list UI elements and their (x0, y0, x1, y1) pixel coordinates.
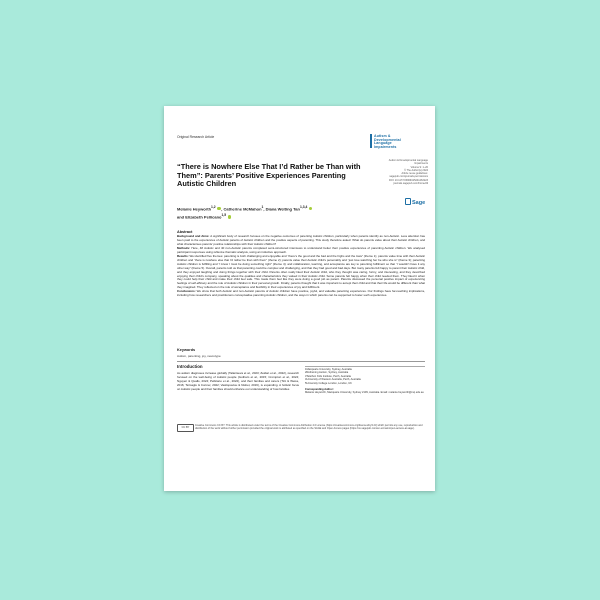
sage-icon (405, 198, 411, 205)
abstract-text: We identified five themes: parenting is both challenging and enjoyable and “there’s the good and the bad and the highs and the lows” (theme 1); parents value time with their Autistic children and “there is nowhere else that I’d rather be than with them” (theme 2); parents value their Autistic child’s personality and “just love watching her be who she is” (theme 3); parenting Autistic children is fulfilling and “I know I must be doing something right” (theme 4); and collaboration, learning, and acceptance are key to parenting fulfilment so that “I wouldn’t have it any other way” (theme 5). Overall, parents told us that parenting could be complex and challenging, and that they had good and bad days. But many parents felt happy to parent their Autistic child, and they enjoyed laughing and doing things together with their child. Parents often really liked their Autistic child, who they thought was caring, funny, and interesting, and they described enjoying their child’s company, speaking about the qualities and characteristics they valued in their Autistic child. Some parents felt happy when their child needed them. They liked it when they could help their child and make their child feel safe. This made them feel like they were doing a good job as parent. Parents discussed the personal positive impact of experiencing feelings of self-efficacy and the role of Autistic children in their personal growth. Finally, parents thought that it was important to accept their child and that their life would be different than what they imagined. They reflected on the role of acceptance and flexibility in their experiences of joy and fulfilment. (177, 253, 425, 290)
publisher-logo (405, 198, 425, 206)
journal-meta-line[interactable]: Article reuse guidelines: (401, 172, 428, 176)
abstract-text: A significant body of research focuses on the negative outcomes of parenting Autistic children, particularly when parents identify as non-Autistic. Less attention has been paid to the experiences of Autistic parents of Autistic children and the positive aspects of parenting. This study therefore asked: What do parents value about their Autistic children, and what characterises parents’ positive relationships with their Autistic children? (177, 234, 426, 246)
journal-logo-line: Developmental (374, 137, 401, 142)
affiliations-block (305, 366, 425, 395)
article-page (164, 106, 435, 491)
journal-meta (378, 159, 428, 185)
author-affiliation-ref: 1 (261, 205, 264, 209)
journal-logo-line: Impairments (374, 144, 397, 149)
affiliation-line: 4University of Western Australia, Perth, Australia (305, 378, 361, 382)
affiliation-line: 1Macquarie University, Sydney, Australia (305, 366, 425, 371)
introduction-text: As autism diagnoses increase globally (Talantseva et al., 2023; Zeidan et al., 2022), research focused on the well-being of Autistic people (Gotham et al., 2015; Crompton et al., 2024; Nguyen & Qualls, 2024; Pellicano et al., 2022), and their families and carers (Tint & Weiss, 2016; Tsimaglu & Conner, 2022; Vasilopoulou & Nisbet, 2016), is expanding. A holistic focus on Autistic people and their families should enhance our understanding of how families (177, 371, 299, 392)
orcid-icon[interactable] (309, 207, 313, 211)
abstract-conclusions (177, 290, 425, 298)
author-affiliation-ref: 1,5 (221, 213, 227, 218)
article-title: “There is Nowhere Else That I’d Rather be Than with Them”: Parents’ Positive Experiences Parenting Autistic Children (177, 162, 361, 189)
abstract-label: Results: (177, 253, 189, 258)
author-name: Catherine McMahon (223, 206, 262, 212)
abstract-label: Methods: (177, 245, 191, 250)
affiliation-line: 3Telethon Kids Institute, Perth, Australia (305, 374, 351, 378)
journal-meta-line: Volume 9: 1–20 (410, 165, 428, 169)
journal-logo-line: Language (374, 141, 392, 146)
journal-meta-line: Impairments (414, 162, 428, 166)
section-divider (177, 361, 425, 362)
cc-by-badge-icon[interactable]: CC BY (177, 424, 194, 432)
author-name: Elizabeth Pellicano (185, 214, 222, 220)
journal-meta-line[interactable]: sagepub.com/journals-permissions (389, 175, 428, 179)
publisher-name: Sage (412, 200, 426, 206)
corresponding-author-heading: Corresponding Author: (305, 388, 334, 392)
orcid-icon[interactable] (228, 215, 232, 219)
journal-meta-line: © The Author(s) 2024 (404, 168, 428, 172)
abstract-heading: Abstract (177, 230, 193, 234)
abstract-text: We show that both Autistic and non-Autistic parents of Autistic children have positive, joyful, and valuable parenting experiences. Our findings have far-reaching implications, including how researchers and practitioners conceptualise parenting Autistic children, and the ways in which parents can be supported to foster such experiences. (177, 289, 425, 298)
article-type: Original Research Article (177, 135, 215, 139)
author-name: Melanie Heyworth (177, 206, 212, 212)
author-affiliation-ref: 1,3,4 (299, 205, 308, 209)
author-name: Diana Weiting Tan (265, 206, 300, 212)
abstract-text: Here, 48 Autistic and 40 non-Autistic parents completed semi-structured interviews to understand better their positive experiences of parenting Autistic children. We analysed participant responses using reflexive thematic analysis, using an inductive approach. (177, 245, 425, 254)
keywords-text: Autism, parenting, joy, neurotype (177, 354, 221, 358)
author-list: Melanie Heyworth$^{1,2}$ , Catherine McMahon$^1$, Diana Weiting Tan$^{1,3,4}$ and Elizabeth Pellicano$^{1,5}$ (177, 204, 377, 221)
abstract-label: Background and Aims: (177, 234, 210, 238)
abstract-label: Conclusions: (177, 289, 196, 294)
affiliation-line: 5University College London, London, UK (305, 381, 352, 385)
journal-meta-line: Autism & Developmental Language (388, 159, 428, 162)
introduction-heading: Introduction (177, 364, 203, 369)
journal-meta-line[interactable]: journals.sagepub.com/home/dli (393, 182, 428, 186)
license-text: Creative Commons CC BY: This article is distributed under the terms of the Creative Commons Attribution 4.0 License (https://creativecommons.org/licenses/by/4.0/) which permits any use, reproduction and distribution of the work without further permission provided the original work is attributed as specified on the SAGE and Open Access pages (https://us.sagepub.com/en-us/nam/open-access-at-sage). (195, 424, 423, 431)
orcid-icon[interactable] (217, 207, 221, 211)
affiliation-line: 2Reframing Autism, Sydney, Australia (305, 371, 349, 375)
corresponding-author-text[interactable]: Melanie Heyworth, Macquarie University, Sydney 2109, Australia. Email: melanie.heyworth@mq.edu.au (305, 391, 424, 395)
logo-bar (370, 134, 372, 148)
journal-meta-line[interactable]: DOI: 10.1177/23969415241263223 (388, 178, 428, 182)
author-affiliation-ref: 1,2 (211, 205, 216, 209)
abstract-body (177, 235, 425, 298)
keywords-heading: Keywords (177, 348, 196, 352)
journal-logo-line: Autism & (374, 134, 391, 138)
